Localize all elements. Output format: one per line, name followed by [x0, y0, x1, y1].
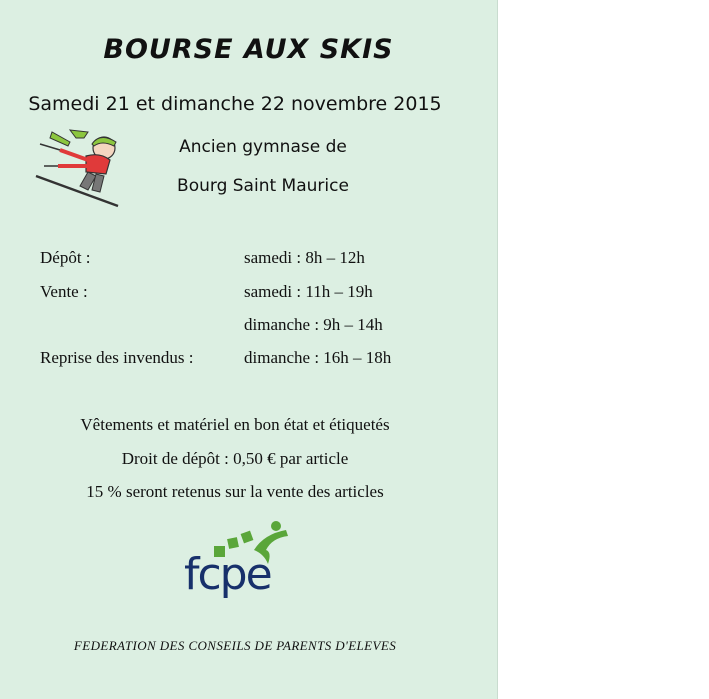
info-line-2: Droit de dépôt : 0,50 € par article	[121, 449, 349, 468]
event-dates: Samedi 21 et dimanche 22 novembre 2015	[28, 93, 442, 115]
federation-name: FEDERATION DES CONSEILS DE PARENTS D'ELEVES	[73, 638, 397, 653]
fcpe-logo-text: fcpe	[184, 549, 271, 600]
flyer-title: BOURSE AUX SKIS	[103, 34, 394, 65]
schedule-label-depot: Dépôt :	[40, 248, 91, 267]
schedule-time-vente-samedi: samedi : 11h – 19h	[244, 282, 373, 301]
venue-line-2: Bourg Saint Maurice	[177, 176, 349, 196]
info-line-3: 15 % seront retenus sur la vente des articles	[86, 482, 384, 501]
schedule-time-reprise: dimanche : 16h – 18h	[244, 348, 392, 367]
info-line-1: Vêtements et matériel en bon état et étiquetés	[80, 415, 390, 434]
schedule-label-reprise: Reprise des invendus :	[40, 348, 194, 367]
schedule-time-vente-dimanche: dimanche : 9h – 14h	[244, 315, 383, 334]
schedule-label-vente: Vente :	[40, 282, 88, 301]
schedule-time-depot: samedi : 8h – 12h	[244, 248, 365, 267]
skier-illustration	[30, 126, 126, 212]
venue-line-1: Ancien gymnase de	[179, 137, 347, 157]
